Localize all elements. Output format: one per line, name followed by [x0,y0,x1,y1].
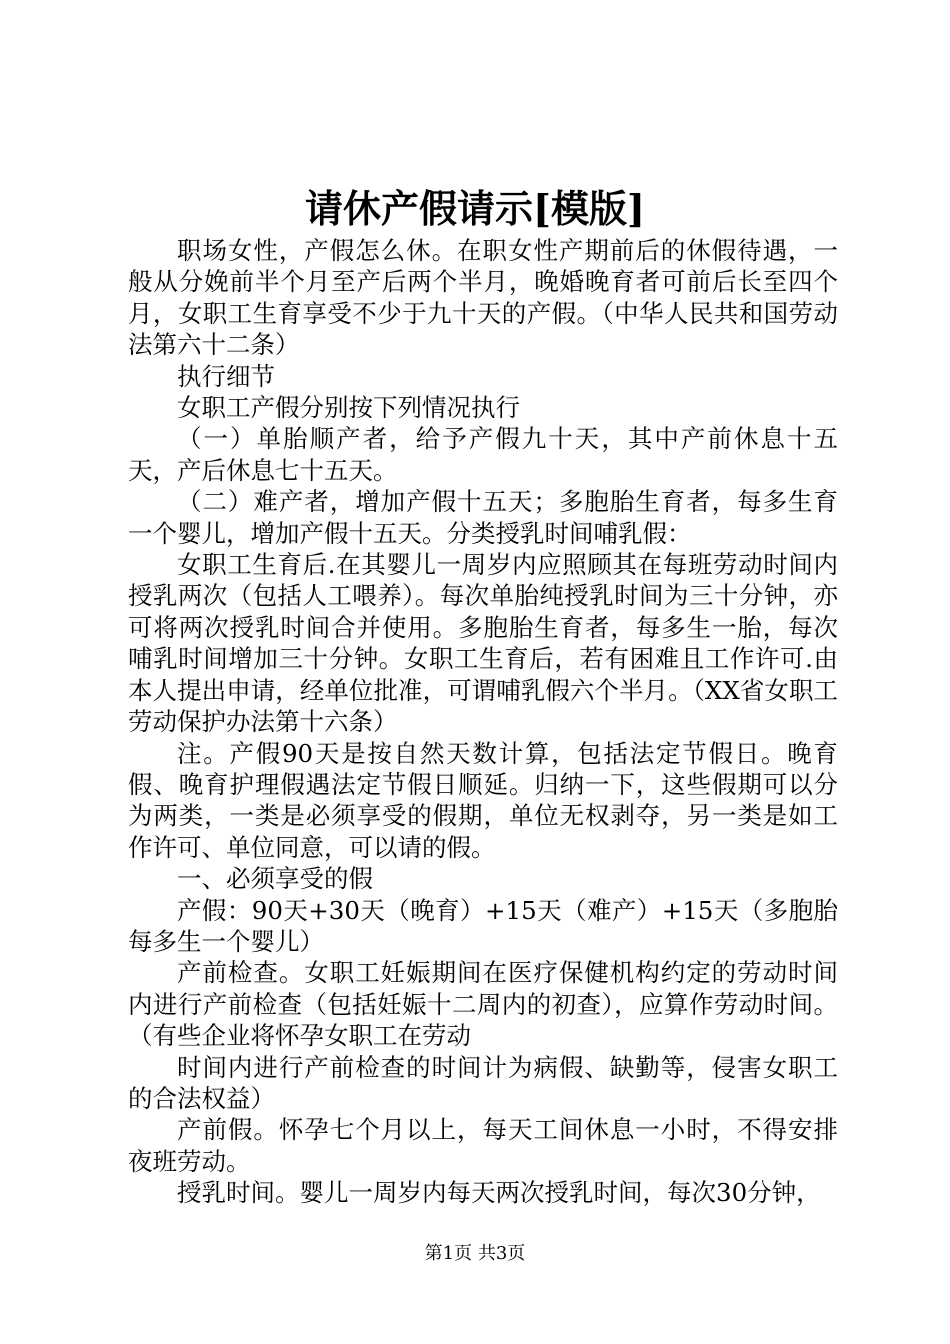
paragraph: 时间内进行产前检查的时间计为病假、缺勤等，侵害女职工的合法权益） [128,1052,838,1113]
paragraph: 授乳时间。婴儿一周岁内每天两次授乳时间，每次30分钟， [177,1178,821,1208]
paragraph: 执行细节 [177,361,275,391]
paragraph: 女职工产假分别按下列情况执行 [177,393,520,423]
paragraph: 注。产假90天是按自然天数计算，包括法定节假日。晚育假、晚育护理假遇法定节假日顺延。归纳一下，这些假期可以分为两类，一类是必须享受的假期，单位无权剥夺，另一类是如工作许可、单位同意，可以请的假。 [128,738,838,862]
paragraph: （二）难产者，增加产假十五天；多胞胎生育者，每多生育一个婴儿，增加产假十五天。分类授乳时间哺乳假： [128,487,838,548]
paragraph: 产前检查。女职工妊娠期间在医疗保健机构约定的劳动时间内进行产前检查（包括妊娠十二周内的初查），应算作劳动时间。（有些企业将怀孕女职工在劳动 [128,958,838,1051]
paragraph: 职场女性，产假怎么休。在职女性产期前后的休假待遇，一般从分娩前半个月至产后两个半月，晚婚晚育者可前后长至四个月，女职工生育享受不少于九十天的产假。（中华人民共和国劳动法第六十二条） [128,236,838,360]
paragraph: （一）单胎顺产者，给予产假九十天，其中产前休息十五天，产后休息七十五天。 [128,424,838,485]
paragraph: 产前假。怀孕七个月以上，每天工间休息一小时，不得安排夜班劳动。 [128,1115,838,1176]
section-heading: 一、必须享受的假 [177,864,373,894]
paragraph: 产假：90天+30天（晚育）+15天（难产）+15天（多胞胎每多生一个婴儿） [128,895,838,956]
document-title: 请休产假请示[模版] [305,186,645,231]
page-footer: 第1页 共3页 [424,1243,526,1264]
paragraph: 女职工生育后.在其婴儿一周岁内应照顾其在每班劳动时间内授乳两次（包括人工喂养）。每次单胎纯授乳时间为三十分钟，亦可将两次授乳时间合并使用。多胞胎生育者，每多生一胎，每次哺乳时间增加三十分钟。女职工生育后，若有困难且工作许可.由本人提出申请，经单位批准，可谓哺乳假六个半月。（XX省女职工劳动保护办法第十六条） [128,550,838,737]
document-body [128,235,838,1209]
